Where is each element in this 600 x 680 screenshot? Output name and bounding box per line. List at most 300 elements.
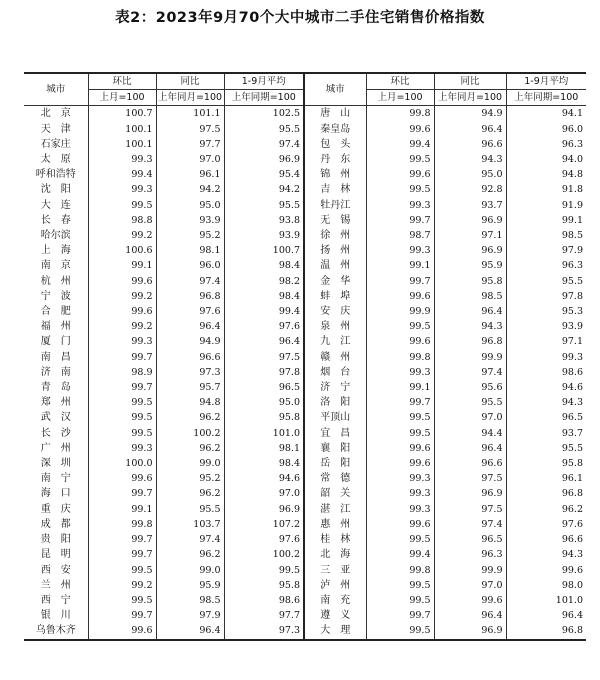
- right-city-cell: 宜 昌: [304, 426, 366, 441]
- left-yoy-cell: 97.5: [156, 122, 224, 137]
- left-mom-cell: 99.2: [88, 319, 156, 334]
- left-mom-cell: 99.6: [88, 274, 156, 289]
- right-city-cell: 丹 东: [304, 152, 366, 167]
- left-mom-cell: 99.7: [88, 350, 156, 365]
- left-city-cell: 贵 阳: [40, 534, 71, 546]
- left-mom-cell: 100.6: [88, 243, 156, 258]
- right-city-cell: 包 头: [304, 137, 366, 152]
- right-avg-cell: 95.8: [506, 456, 586, 471]
- table-row: [24, 517, 586, 532]
- table-row: [24, 365, 586, 380]
- left-yoy-cell: 95.2: [156, 471, 224, 486]
- right-city-cell: 金 华: [304, 274, 366, 289]
- left-yoy-cell: 101.1: [156, 106, 224, 122]
- left-avg-cell: 95.5: [224, 122, 304, 137]
- right-yoy-cell: 94.9: [434, 106, 506, 122]
- left-avg-cell: 93.9: [224, 228, 304, 243]
- right-avg-cell: 95.3: [506, 304, 586, 319]
- right-avg-cell: 98.5: [506, 228, 586, 243]
- right-city-cell: 烟 台: [304, 365, 366, 380]
- left-mom-cell: 99.6: [88, 623, 156, 639]
- right-mom-cell: 99.5: [366, 623, 434, 639]
- left-city-cell: 武 汉: [40, 412, 71, 424]
- right-mom-cell: 98.7: [366, 228, 434, 243]
- table-row: [24, 152, 586, 167]
- left-mom-cell: 99.5: [88, 395, 156, 410]
- right-mom-cell: 99.8: [366, 563, 434, 578]
- left-mom-cell: 99.2: [88, 228, 156, 243]
- left-mom-cell: 100.1: [88, 137, 156, 152]
- left-yoy-cell: 94.2: [156, 182, 224, 197]
- right-avg-cell: 94.3: [506, 395, 586, 410]
- table-row: [24, 502, 586, 517]
- right-city-cell: 大 理: [304, 623, 366, 639]
- right-mom-cell: 99.3: [366, 198, 434, 213]
- left-yoy-cell: 100.2: [156, 426, 224, 441]
- right-yoy-cell: 95.6: [434, 380, 506, 395]
- right-yoy-cell: 99.6: [434, 593, 506, 608]
- left-city-cell: 天 津: [40, 123, 71, 135]
- left-avg-cell: 98.2: [224, 274, 304, 289]
- table-row: [24, 304, 586, 319]
- left-yoy-cell: 97.7: [156, 137, 224, 152]
- left-yoy-cell: 94.9: [156, 334, 224, 349]
- left-avg-cell: 98.4: [224, 456, 304, 471]
- right-city-cell: 遵 义: [304, 608, 366, 623]
- left-avg-cell: 102.5: [224, 106, 304, 122]
- right-avg-cell: 94.3: [506, 547, 586, 562]
- right-avg-cell: 93.9: [506, 319, 586, 334]
- right-yoy-cell: 95.9: [434, 258, 506, 273]
- left-city-cell: 杭 州: [40, 275, 71, 287]
- table-row: [24, 289, 586, 304]
- right-yoy-cell: 96.9: [434, 213, 506, 228]
- right-yoy-cell: 97.4: [434, 365, 506, 380]
- right-city-cell: 赣 州: [304, 350, 366, 365]
- header-city-right: 城市: [304, 73, 366, 106]
- right-yoy-cell: 93.7: [434, 198, 506, 213]
- table-row: [24, 426, 586, 441]
- left-city-cell: 南 京: [40, 260, 71, 272]
- left-city-cell: 哈尔滨: [40, 230, 71, 242]
- left-mom-cell: 99.5: [88, 593, 156, 608]
- left-mom-cell: 99.5: [88, 563, 156, 578]
- right-mom-cell: 99.6: [366, 441, 434, 456]
- left-yoy-cell: 103.7: [156, 517, 224, 532]
- left-city-cell: 银 川: [40, 610, 71, 622]
- right-city-cell: 韶 关: [304, 486, 366, 501]
- left-yoy-cell: 98.5: [156, 593, 224, 608]
- right-mom-cell: 99.6: [366, 167, 434, 182]
- right-mom-cell: 99.5: [366, 152, 434, 167]
- right-yoy-cell: 94.3: [434, 319, 506, 334]
- right-yoy-cell: 97.0: [434, 410, 506, 425]
- left-city-cell: 石家庄: [40, 138, 71, 150]
- left-yoy-cell: 97.9: [156, 608, 224, 623]
- right-avg-cell: 99.3: [506, 350, 586, 365]
- header-avg-base-right: 上年同期=100: [506, 90, 586, 106]
- left-city-cell: 海 口: [40, 488, 71, 500]
- right-avg-cell: 94.8: [506, 167, 586, 182]
- right-mom-cell: 99.4: [366, 137, 434, 152]
- right-mom-cell: 99.5: [366, 410, 434, 425]
- left-mom-cell: 99.7: [88, 532, 156, 547]
- right-city-cell: 九 江: [304, 334, 366, 349]
- left-yoy-cell: 96.4: [156, 623, 224, 639]
- table-title: 表2：2023年9月70个大中城市二手住宅销售价格指数: [115, 10, 485, 26]
- right-mom-cell: 99.7: [366, 395, 434, 410]
- right-mom-cell: 99.3: [366, 471, 434, 486]
- left-avg-cell: 96.5: [224, 380, 304, 395]
- left-city-cell: 宁 波: [40, 290, 71, 302]
- left-yoy-cell: 99.0: [156, 563, 224, 578]
- right-yoy-cell: 96.4: [434, 608, 506, 623]
- table-row: [24, 106, 586, 122]
- table-row: [24, 410, 586, 425]
- left-city-cell: 长 沙: [40, 427, 71, 439]
- left-city-cell: 南 宁: [40, 473, 71, 485]
- left-city-cell: 南 昌: [40, 351, 71, 363]
- left-city-cell: 上 海: [40, 245, 71, 257]
- left-avg-cell: 94.6: [224, 471, 304, 486]
- left-yoy-cell: 97.3: [156, 365, 224, 380]
- left-avg-cell: 97.4: [224, 137, 304, 152]
- left-avg-cell: 97.7: [224, 608, 304, 623]
- right-yoy-cell: 96.3: [434, 547, 506, 562]
- right-city-cell: 安 庆: [304, 304, 366, 319]
- left-yoy-cell: 95.5: [156, 502, 224, 517]
- right-mom-cell: 99.8: [366, 106, 434, 122]
- left-city-cell: 厦 门: [40, 336, 71, 348]
- left-city-cell: 成 都: [40, 518, 71, 530]
- left-mom-cell: 99.7: [88, 547, 156, 562]
- left-yoy-cell: 96.2: [156, 441, 224, 456]
- left-avg-cell: 95.5: [224, 198, 304, 213]
- table-row: [24, 471, 586, 486]
- right-avg-cell: 96.0: [506, 122, 586, 137]
- right-avg-cell: 96.6: [506, 532, 586, 547]
- table-row: [24, 608, 586, 623]
- left-city-cell: 西 安: [40, 564, 71, 576]
- table-row: [24, 441, 586, 456]
- right-mom-cell: 99.3: [366, 502, 434, 517]
- left-mom-cell: 99.3: [88, 152, 156, 167]
- right-mom-cell: 99.9: [366, 304, 434, 319]
- right-avg-cell: 97.1: [506, 334, 586, 349]
- right-city-cell: 徐 州: [304, 228, 366, 243]
- right-yoy-cell: 97.1: [434, 228, 506, 243]
- right-mom-cell: 99.5: [366, 593, 434, 608]
- left-city-cell: 福 州: [40, 321, 71, 333]
- left-mom-cell: 99.5: [88, 198, 156, 213]
- left-yoy-cell: 93.9: [156, 213, 224, 228]
- header-yoy-left: 同比: [156, 73, 224, 90]
- table-row: [24, 486, 586, 501]
- table-row: [24, 213, 586, 228]
- right-mom-cell: 99.5: [366, 578, 434, 593]
- table-row: [24, 578, 586, 593]
- right-city-cell: 南 充: [304, 593, 366, 608]
- table-row: [24, 137, 586, 152]
- table-row: [24, 198, 586, 213]
- right-avg-cell: 98.0: [506, 578, 586, 593]
- left-yoy-cell: 99.0: [156, 456, 224, 471]
- right-yoy-cell: 97.5: [434, 502, 506, 517]
- right-mom-cell: 99.6: [366, 456, 434, 471]
- table-row: [24, 258, 586, 273]
- right-avg-cell: 96.3: [506, 137, 586, 152]
- right-city-cell: 泸 州: [304, 578, 366, 593]
- left-city-cell: 济 南: [40, 366, 71, 378]
- left-city-cell: 大 连: [40, 199, 71, 211]
- table-row: [24, 380, 586, 395]
- right-avg-cell: 99.1: [506, 213, 586, 228]
- left-yoy-cell: 98.1: [156, 243, 224, 258]
- left-mom-cell: 99.4: [88, 167, 156, 182]
- left-avg-cell: 97.3: [224, 623, 304, 639]
- left-yoy-cell: 96.8: [156, 289, 224, 304]
- left-city-cell: 郑 州: [40, 397, 71, 409]
- header-mom-right: 环比: [366, 73, 434, 90]
- left-avg-cell: 96.4: [224, 334, 304, 349]
- left-mom-cell: 99.1: [88, 258, 156, 273]
- header-mom-left: 环比: [88, 73, 156, 90]
- right-city-cell: 唐 山: [304, 106, 366, 122]
- right-mom-cell: 99.3: [366, 243, 434, 258]
- left-yoy-cell: 96.4: [156, 319, 224, 334]
- left-mom-cell: 99.6: [88, 471, 156, 486]
- left-city-cell: 太 原: [40, 154, 71, 166]
- left-yoy-cell: 96.0: [156, 258, 224, 273]
- left-city-cell: 合 肥: [40, 306, 71, 318]
- right-mom-cell: 99.7: [366, 608, 434, 623]
- left-mom-cell: 99.7: [88, 380, 156, 395]
- right-city-cell: 桂 林: [304, 532, 366, 547]
- right-yoy-cell: 99.9: [434, 563, 506, 578]
- left-avg-cell: 97.0: [224, 486, 304, 501]
- left-city-cell: 广 州: [40, 442, 71, 454]
- left-yoy-cell: 97.4: [156, 532, 224, 547]
- right-mom-cell: 99.5: [366, 319, 434, 334]
- right-yoy-cell: 97.5: [434, 471, 506, 486]
- left-yoy-cell: 97.0: [156, 152, 224, 167]
- right-yoy-cell: 96.6: [434, 137, 506, 152]
- header-yoy-base-left: 上年同月=100: [156, 90, 224, 106]
- right-avg-cell: 97.9: [506, 243, 586, 258]
- right-mom-cell: 99.6: [366, 517, 434, 532]
- table-row: [24, 228, 586, 243]
- right-mom-cell: 99.5: [366, 426, 434, 441]
- left-mom-cell: 99.6: [88, 304, 156, 319]
- right-yoy-cell: 94.4: [434, 426, 506, 441]
- table-row: [24, 395, 586, 410]
- right-avg-cell: 93.7: [506, 426, 586, 441]
- right-yoy-cell: 97.0: [434, 578, 506, 593]
- left-yoy-cell: 95.0: [156, 198, 224, 213]
- left-mom-cell: 99.7: [88, 608, 156, 623]
- right-yoy-cell: 98.5: [434, 289, 506, 304]
- table-row: [24, 623, 586, 639]
- left-city-cell: 青 岛: [40, 382, 71, 394]
- left-city-cell: 乌鲁木齐: [24, 623, 88, 639]
- left-yoy-cell: 94.8: [156, 395, 224, 410]
- right-city-cell: 济 宁: [304, 380, 366, 395]
- right-avg-cell: 94.6: [506, 380, 586, 395]
- left-city-cell: 深 圳: [40, 458, 71, 470]
- right-yoy-cell: 96.5: [434, 532, 506, 547]
- left-city-cell: 沈 阳: [40, 184, 71, 196]
- right-avg-cell: 99.6: [506, 563, 586, 578]
- left-yoy-cell: 96.6: [156, 350, 224, 365]
- left-avg-cell: 93.8: [224, 213, 304, 228]
- table-body: [24, 106, 586, 640]
- right-mom-cell: 99.5: [366, 532, 434, 547]
- table-row: [24, 274, 586, 289]
- left-yoy-cell: 95.2: [156, 228, 224, 243]
- left-yoy-cell: 97.6: [156, 304, 224, 319]
- right-city-cell: 无 锡: [304, 213, 366, 228]
- table-row: [24, 243, 586, 258]
- left-mom-cell: 98.8: [88, 213, 156, 228]
- left-yoy-cell: 96.1: [156, 167, 224, 182]
- left-avg-cell: 95.8: [224, 578, 304, 593]
- right-city-cell: 湛 江: [304, 502, 366, 517]
- left-yoy-cell: 95.7: [156, 380, 224, 395]
- left-avg-cell: 100.2: [224, 547, 304, 562]
- right-city-cell: 洛 阳: [304, 395, 366, 410]
- right-mom-cell: 99.6: [366, 122, 434, 137]
- right-mom-cell: 99.5: [366, 182, 434, 197]
- left-city-cell: 重 庆: [40, 503, 71, 515]
- left-mom-cell: 99.2: [88, 289, 156, 304]
- right-city-cell: 锦 州: [304, 167, 366, 182]
- left-yoy-cell: 96.2: [156, 547, 224, 562]
- right-city-cell: 泉 州: [304, 319, 366, 334]
- left-mom-cell: 99.7: [88, 486, 156, 501]
- table-row: [24, 167, 586, 182]
- price-index-table: [24, 72, 586, 641]
- right-mom-cell: 99.6: [366, 334, 434, 349]
- header-avg-base-left: 上年同期=100: [224, 90, 304, 106]
- left-avg-cell: 97.5: [224, 350, 304, 365]
- right-yoy-cell: 96.9: [434, 486, 506, 501]
- table-row: [24, 547, 586, 562]
- right-city-cell: 温 州: [304, 258, 366, 273]
- left-mom-cell: 99.8: [88, 517, 156, 532]
- left-mom-cell: 99.5: [88, 426, 156, 441]
- table-row: [24, 334, 586, 349]
- left-avg-cell: 98.4: [224, 289, 304, 304]
- left-mom-cell: 100.7: [88, 106, 156, 122]
- table-row: [24, 319, 586, 334]
- right-mom-cell: 99.3: [366, 365, 434, 380]
- right-avg-cell: 96.4: [506, 608, 586, 623]
- right-avg-cell: 96.1: [506, 471, 586, 486]
- right-avg-cell: 96.5: [506, 410, 586, 425]
- right-avg-cell: 94.1: [506, 106, 586, 122]
- left-city-cell: 北 京: [40, 108, 71, 120]
- right-yoy-cell: 95.0: [434, 167, 506, 182]
- right-yoy-cell: 96.4: [434, 122, 506, 137]
- right-avg-cell: 91.9: [506, 198, 586, 213]
- right-mom-cell: 99.8: [366, 350, 434, 365]
- header-avg-right: 1-9月平均: [506, 73, 586, 90]
- right-yoy-cell: 96.6: [434, 456, 506, 471]
- right-yoy-cell: 95.5: [434, 395, 506, 410]
- right-mom-cell: 99.7: [366, 213, 434, 228]
- header-city-left: 城市: [24, 73, 88, 106]
- table-row: [24, 563, 586, 578]
- table-row: [24, 593, 586, 608]
- left-avg-cell: 99.5: [224, 563, 304, 578]
- left-avg-cell: 101.0: [224, 426, 304, 441]
- right-mom-cell: 99.3: [366, 486, 434, 501]
- right-yoy-cell: 96.9: [434, 243, 506, 258]
- right-mom-cell: 99.1: [366, 258, 434, 273]
- left-avg-cell: 97.8: [224, 365, 304, 380]
- left-avg-cell: 95.0: [224, 395, 304, 410]
- table-row: [24, 182, 586, 197]
- right-avg-cell: 95.5: [506, 441, 586, 456]
- left-avg-cell: 94.2: [224, 182, 304, 197]
- right-avg-cell: 91.8: [506, 182, 586, 197]
- right-city-cell: 惠 州: [304, 517, 366, 532]
- left-avg-cell: 100.7: [224, 243, 304, 258]
- right-city-cell: 三 亚: [304, 563, 366, 578]
- left-city-cell: 兰 州: [40, 579, 71, 591]
- right-avg-cell: 101.0: [506, 593, 586, 608]
- left-yoy-cell: 95.9: [156, 578, 224, 593]
- right-city-cell: 北 海: [304, 547, 366, 562]
- left-mom-cell: 99.3: [88, 334, 156, 349]
- right-city-cell: 平顶山: [304, 410, 366, 425]
- right-avg-cell: 95.5: [506, 274, 586, 289]
- right-city-cell: 襄 阳: [304, 441, 366, 456]
- right-avg-cell: 97.8: [506, 289, 586, 304]
- right-city-cell: 扬 州: [304, 243, 366, 258]
- right-city-cell: 常 德: [304, 471, 366, 486]
- left-yoy-cell: 96.2: [156, 410, 224, 425]
- right-yoy-cell: 92.8: [434, 182, 506, 197]
- left-avg-cell: 99.4: [224, 304, 304, 319]
- left-mom-cell: 100.1: [88, 122, 156, 137]
- left-mom-cell: 99.3: [88, 441, 156, 456]
- left-city-cell: 长 春: [40, 214, 71, 226]
- left-avg-cell: 96.9: [224, 152, 304, 167]
- right-avg-cell: 96.8: [506, 623, 586, 639]
- left-avg-cell: 98.4: [224, 258, 304, 273]
- left-avg-cell: 107.2: [224, 517, 304, 532]
- left-avg-cell: 97.6: [224, 532, 304, 547]
- header-avg-left: 1-9月平均: [224, 73, 304, 90]
- right-yoy-cell: 94.3: [434, 152, 506, 167]
- right-yoy-cell: 96.4: [434, 304, 506, 319]
- left-mom-cell: 99.3: [88, 182, 156, 197]
- left-avg-cell: 95.4: [224, 167, 304, 182]
- right-yoy-cell: 95.8: [434, 274, 506, 289]
- left-avg-cell: 98.1: [224, 441, 304, 456]
- right-mom-cell: 99.6: [366, 289, 434, 304]
- left-city-cell: 呼和浩特: [35, 169, 76, 181]
- header-yoy-right: 同比: [434, 73, 506, 90]
- right-city-cell: 蚌 埠: [304, 289, 366, 304]
- right-mom-cell: 99.1: [366, 380, 434, 395]
- right-mom-cell: 99.7: [366, 274, 434, 289]
- right-city-cell: 秦皇岛: [304, 122, 366, 137]
- left-yoy-cell: 96.2: [156, 486, 224, 501]
- left-yoy-cell: 97.4: [156, 274, 224, 289]
- left-mom-cell: 98.9: [88, 365, 156, 380]
